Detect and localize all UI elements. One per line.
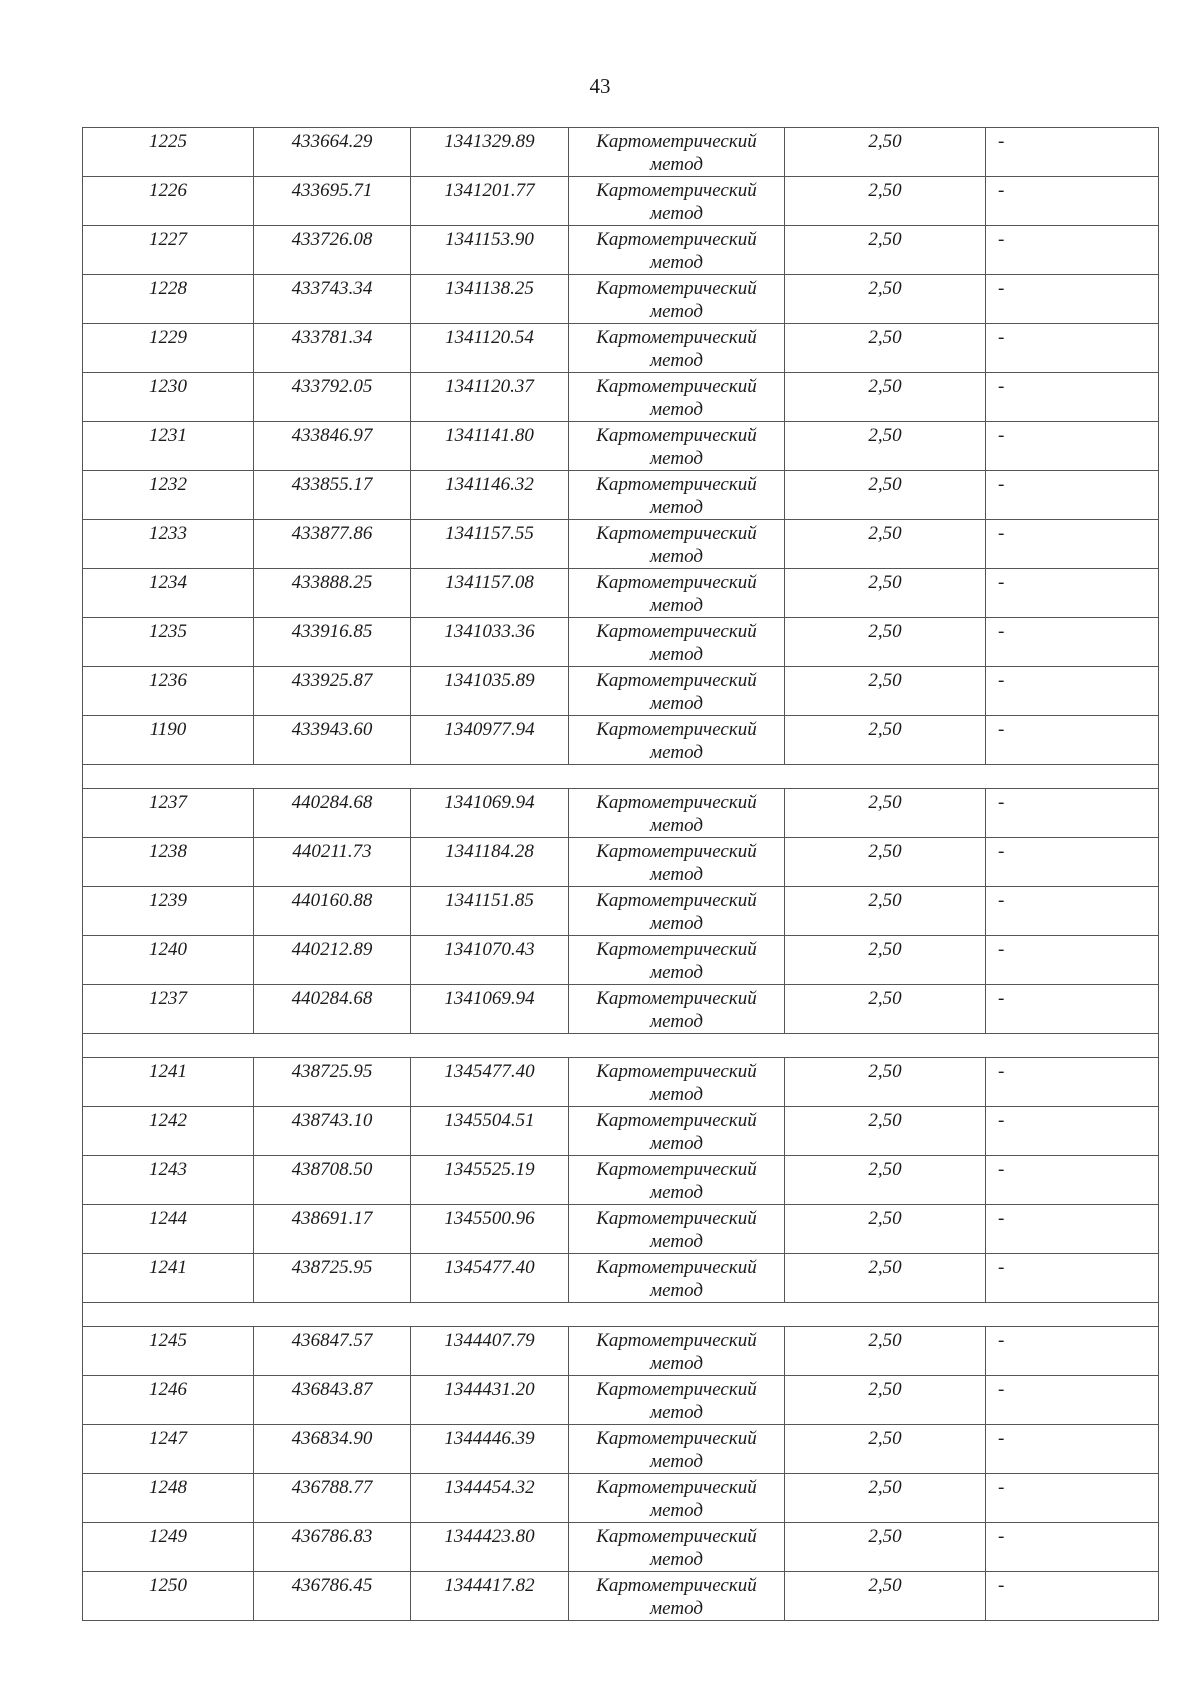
accuracy-cell: 2,50 xyxy=(785,373,986,422)
method-cell: Картометрический метод xyxy=(569,471,785,520)
method-cell: Картометрический метод xyxy=(569,422,785,471)
table-row xyxy=(83,177,1159,226)
note-cell: - xyxy=(986,177,1159,226)
note-cell: - xyxy=(986,1474,1159,1523)
group-separator-row xyxy=(83,1034,1159,1058)
point-number-cell: 1235 xyxy=(83,618,254,667)
y-coordinate-cell: 1341035.89 xyxy=(411,667,569,716)
table-row xyxy=(83,520,1159,569)
y-coordinate-cell: 1341329.89 xyxy=(411,128,569,177)
x-coordinate-cell: 433877.86 xyxy=(254,520,411,569)
y-coordinate-cell: 1345477.40 xyxy=(411,1058,569,1107)
note-cell: - xyxy=(986,1156,1159,1205)
accuracy-cell: 2,50 xyxy=(785,226,986,275)
y-coordinate-cell: 1341069.94 xyxy=(411,985,569,1034)
method-cell: Картометрический метод xyxy=(569,177,785,226)
x-coordinate-cell: 433781.34 xyxy=(254,324,411,373)
point-number-cell: 1236 xyxy=(83,667,254,716)
note-cell: - xyxy=(986,520,1159,569)
y-coordinate-cell: 1344423.80 xyxy=(411,1523,569,1572)
y-coordinate-cell: 1341141.80 xyxy=(411,422,569,471)
note-cell: - xyxy=(986,1425,1159,1474)
y-coordinate-cell: 1341070.43 xyxy=(411,936,569,985)
y-coordinate-cell: 1341201.77 xyxy=(411,177,569,226)
point-number-cell: 1230 xyxy=(83,373,254,422)
separator-cell xyxy=(83,765,1159,789)
note-cell: - xyxy=(986,1572,1159,1621)
separator-cell xyxy=(83,1034,1159,1058)
x-coordinate-cell: 436834.90 xyxy=(254,1425,411,1474)
y-coordinate-cell: 1341153.90 xyxy=(411,226,569,275)
point-number-cell: 1247 xyxy=(83,1425,254,1474)
note-cell: - xyxy=(986,838,1159,887)
table-row xyxy=(83,1572,1159,1621)
accuracy-cell: 2,50 xyxy=(785,1327,986,1376)
note-cell: - xyxy=(986,1254,1159,1303)
method-cell: Картометрический метод xyxy=(569,1327,785,1376)
x-coordinate-cell: 438725.95 xyxy=(254,1254,411,1303)
accuracy-cell: 2,50 xyxy=(785,667,986,716)
method-cell: Картометрический метод xyxy=(569,936,785,985)
accuracy-cell: 2,50 xyxy=(785,1425,986,1474)
accuracy-cell: 2,50 xyxy=(785,128,986,177)
y-coordinate-cell: 1341151.85 xyxy=(411,887,569,936)
table-row xyxy=(83,716,1159,765)
method-cell: Картометрический метод xyxy=(569,324,785,373)
table-row xyxy=(83,422,1159,471)
y-coordinate-cell: 1341157.55 xyxy=(411,520,569,569)
method-cell: Картометрический метод xyxy=(569,887,785,936)
point-number-cell: 1243 xyxy=(83,1156,254,1205)
method-cell: Картометрический метод xyxy=(569,520,785,569)
x-coordinate-cell: 436788.77 xyxy=(254,1474,411,1523)
method-cell: Картометрический метод xyxy=(569,838,785,887)
point-number-cell: 1237 xyxy=(83,985,254,1034)
point-number-cell: 1227 xyxy=(83,226,254,275)
method-cell: Картометрический метод xyxy=(569,128,785,177)
y-coordinate-cell: 1341157.08 xyxy=(411,569,569,618)
group-separator-row xyxy=(83,1303,1159,1327)
accuracy-cell: 2,50 xyxy=(785,618,986,667)
method-cell: Картометрический метод xyxy=(569,1107,785,1156)
note-cell: - xyxy=(986,422,1159,471)
note-cell: - xyxy=(986,471,1159,520)
table-row xyxy=(83,618,1159,667)
point-number-cell: 1233 xyxy=(83,520,254,569)
table-row xyxy=(83,569,1159,618)
accuracy-cell: 2,50 xyxy=(785,471,986,520)
x-coordinate-cell: 436843.87 xyxy=(254,1376,411,1425)
y-coordinate-cell: 1341184.28 xyxy=(411,838,569,887)
x-coordinate-cell: 433943.60 xyxy=(254,716,411,765)
method-cell: Картометрический метод xyxy=(569,985,785,1034)
point-number-cell: 1242 xyxy=(83,1107,254,1156)
method-cell: Картометрический метод xyxy=(569,1474,785,1523)
method-cell: Картометрический метод xyxy=(569,1058,785,1107)
point-number-cell: 1225 xyxy=(83,128,254,177)
y-coordinate-cell: 1344417.82 xyxy=(411,1572,569,1621)
accuracy-cell: 2,50 xyxy=(785,1474,986,1523)
method-cell: Картометрический метод xyxy=(569,789,785,838)
method-cell: Картометрический метод xyxy=(569,1425,785,1474)
x-coordinate-cell: 433888.25 xyxy=(254,569,411,618)
table-row xyxy=(83,936,1159,985)
x-coordinate-cell: 433925.87 xyxy=(254,667,411,716)
method-cell: Картометрический метод xyxy=(569,618,785,667)
method-cell: Картометрический метод xyxy=(569,667,785,716)
point-number-cell: 1240 xyxy=(83,936,254,985)
point-number-cell: 1246 xyxy=(83,1376,254,1425)
y-coordinate-cell: 1345477.40 xyxy=(411,1254,569,1303)
table-row xyxy=(83,789,1159,838)
table-row xyxy=(83,1254,1159,1303)
y-coordinate-cell: 1344431.20 xyxy=(411,1376,569,1425)
table-row xyxy=(83,1523,1159,1572)
table-row xyxy=(83,1425,1159,1474)
y-coordinate-cell: 1341146.32 xyxy=(411,471,569,520)
separator-cell xyxy=(83,1303,1159,1327)
x-coordinate-cell: 438725.95 xyxy=(254,1058,411,1107)
table-row xyxy=(83,1327,1159,1376)
accuracy-cell: 2,50 xyxy=(785,985,986,1034)
note-cell: - xyxy=(986,226,1159,275)
accuracy-cell: 2,50 xyxy=(785,1572,986,1621)
method-cell: Картометрический метод xyxy=(569,569,785,618)
accuracy-cell: 2,50 xyxy=(785,887,986,936)
method-cell: Картометрический метод xyxy=(569,1205,785,1254)
x-coordinate-cell: 433855.17 xyxy=(254,471,411,520)
table-row xyxy=(83,471,1159,520)
y-coordinate-cell: 1344454.32 xyxy=(411,1474,569,1523)
table-row xyxy=(83,1058,1159,1107)
accuracy-cell: 2,50 xyxy=(785,1156,986,1205)
point-number-cell: 1228 xyxy=(83,275,254,324)
accuracy-cell: 2,50 xyxy=(785,789,986,838)
x-coordinate-cell: 433726.08 xyxy=(254,226,411,275)
y-coordinate-cell: 1341069.94 xyxy=(411,789,569,838)
accuracy-cell: 2,50 xyxy=(785,520,986,569)
method-cell: Картометрический метод xyxy=(569,1523,785,1572)
y-coordinate-cell: 1341120.54 xyxy=(411,324,569,373)
note-cell: - xyxy=(986,1523,1159,1572)
table-row xyxy=(83,667,1159,716)
accuracy-cell: 2,50 xyxy=(785,1205,986,1254)
group-separator-row xyxy=(83,765,1159,789)
note-cell: - xyxy=(986,667,1159,716)
table-row xyxy=(83,226,1159,275)
x-coordinate-cell: 440160.88 xyxy=(254,887,411,936)
page-number: 43 xyxy=(589,74,611,98)
note-cell: - xyxy=(986,373,1159,422)
y-coordinate-cell: 1345504.51 xyxy=(411,1107,569,1156)
table-row xyxy=(83,324,1159,373)
accuracy-cell: 2,50 xyxy=(785,838,986,887)
accuracy-cell: 2,50 xyxy=(785,1107,986,1156)
method-cell: Картометрический метод xyxy=(569,226,785,275)
accuracy-cell: 2,50 xyxy=(785,324,986,373)
note-cell: - xyxy=(986,275,1159,324)
x-coordinate-cell: 438691.17 xyxy=(254,1205,411,1254)
table-row xyxy=(83,1205,1159,1254)
point-number-cell: 1229 xyxy=(83,324,254,373)
method-cell: Картометрический метод xyxy=(569,275,785,324)
accuracy-cell: 2,50 xyxy=(785,422,986,471)
table-row xyxy=(83,985,1159,1034)
accuracy-cell: 2,50 xyxy=(785,1254,986,1303)
table-row xyxy=(83,275,1159,324)
method-cell: Картометрический метод xyxy=(569,1376,785,1425)
note-cell: - xyxy=(986,128,1159,177)
method-cell: Картометрический метод xyxy=(569,373,785,422)
accuracy-cell: 2,50 xyxy=(785,275,986,324)
point-number-cell: 1241 xyxy=(83,1058,254,1107)
accuracy-cell: 2,50 xyxy=(785,1523,986,1572)
note-cell: - xyxy=(986,569,1159,618)
accuracy-cell: 2,50 xyxy=(785,1058,986,1107)
method-cell: Картометрический метод xyxy=(569,1572,785,1621)
note-cell: - xyxy=(986,887,1159,936)
method-cell: Картометрический метод xyxy=(569,1254,785,1303)
point-number-cell: 1237 xyxy=(83,789,254,838)
point-number-cell: 1249 xyxy=(83,1523,254,1572)
x-coordinate-cell: 440211.73 xyxy=(254,838,411,887)
y-coordinate-cell: 1345500.96 xyxy=(411,1205,569,1254)
point-number-cell: 1239 xyxy=(83,887,254,936)
table-row xyxy=(83,128,1159,177)
note-cell: - xyxy=(986,618,1159,667)
coordinates-table xyxy=(82,127,1159,1621)
accuracy-cell: 2,50 xyxy=(785,716,986,765)
note-cell: - xyxy=(986,1376,1159,1425)
point-number-cell: 1241 xyxy=(83,1254,254,1303)
x-coordinate-cell: 436786.45 xyxy=(254,1572,411,1621)
x-coordinate-cell: 438708.50 xyxy=(254,1156,411,1205)
point-number-cell: 1244 xyxy=(83,1205,254,1254)
point-number-cell: 1231 xyxy=(83,422,254,471)
table-row xyxy=(83,887,1159,936)
table-row xyxy=(83,1107,1159,1156)
x-coordinate-cell: 438743.10 xyxy=(254,1107,411,1156)
x-coordinate-cell: 436786.83 xyxy=(254,1523,411,1572)
point-number-cell: 1226 xyxy=(83,177,254,226)
point-number-cell: 1190 xyxy=(83,716,254,765)
y-coordinate-cell: 1341033.36 xyxy=(411,618,569,667)
x-coordinate-cell: 440284.68 xyxy=(254,985,411,1034)
note-cell: - xyxy=(986,789,1159,838)
method-cell: Картометрический метод xyxy=(569,1156,785,1205)
x-coordinate-cell: 436847.57 xyxy=(254,1327,411,1376)
point-number-cell: 1238 xyxy=(83,838,254,887)
note-cell: - xyxy=(986,1327,1159,1376)
point-number-cell: 1232 xyxy=(83,471,254,520)
x-coordinate-cell: 433846.97 xyxy=(254,422,411,471)
table-row xyxy=(83,1474,1159,1523)
y-coordinate-cell: 1344446.39 xyxy=(411,1425,569,1474)
table-row xyxy=(83,1156,1159,1205)
note-cell: - xyxy=(986,1058,1159,1107)
note-cell: - xyxy=(986,1205,1159,1254)
x-coordinate-cell: 440212.89 xyxy=(254,936,411,985)
point-number-cell: 1234 xyxy=(83,569,254,618)
accuracy-cell: 2,50 xyxy=(785,936,986,985)
y-coordinate-cell: 1345525.19 xyxy=(411,1156,569,1205)
accuracy-cell: 2,50 xyxy=(785,569,986,618)
table-row xyxy=(83,373,1159,422)
x-coordinate-cell: 440284.68 xyxy=(254,789,411,838)
point-number-cell: 1248 xyxy=(83,1474,254,1523)
note-cell: - xyxy=(986,985,1159,1034)
y-coordinate-cell: 1340977.94 xyxy=(411,716,569,765)
y-coordinate-cell: 1344407.79 xyxy=(411,1327,569,1376)
x-coordinate-cell: 433743.34 xyxy=(254,275,411,324)
x-coordinate-cell: 433664.29 xyxy=(254,128,411,177)
point-number-cell: 1250 xyxy=(83,1572,254,1621)
table-row xyxy=(83,1376,1159,1425)
note-cell: - xyxy=(986,716,1159,765)
x-coordinate-cell: 433916.85 xyxy=(254,618,411,667)
y-coordinate-cell: 1341120.37 xyxy=(411,373,569,422)
x-coordinate-cell: 433792.05 xyxy=(254,373,411,422)
point-number-cell: 1245 xyxy=(83,1327,254,1376)
note-cell: - xyxy=(986,1107,1159,1156)
accuracy-cell: 2,50 xyxy=(785,1376,986,1425)
note-cell: - xyxy=(986,324,1159,373)
method-cell: Картометрический метод xyxy=(569,716,785,765)
note-cell: - xyxy=(986,936,1159,985)
y-coordinate-cell: 1341138.25 xyxy=(411,275,569,324)
table-row xyxy=(83,838,1159,887)
accuracy-cell: 2,50 xyxy=(785,177,986,226)
x-coordinate-cell: 433695.71 xyxy=(254,177,411,226)
